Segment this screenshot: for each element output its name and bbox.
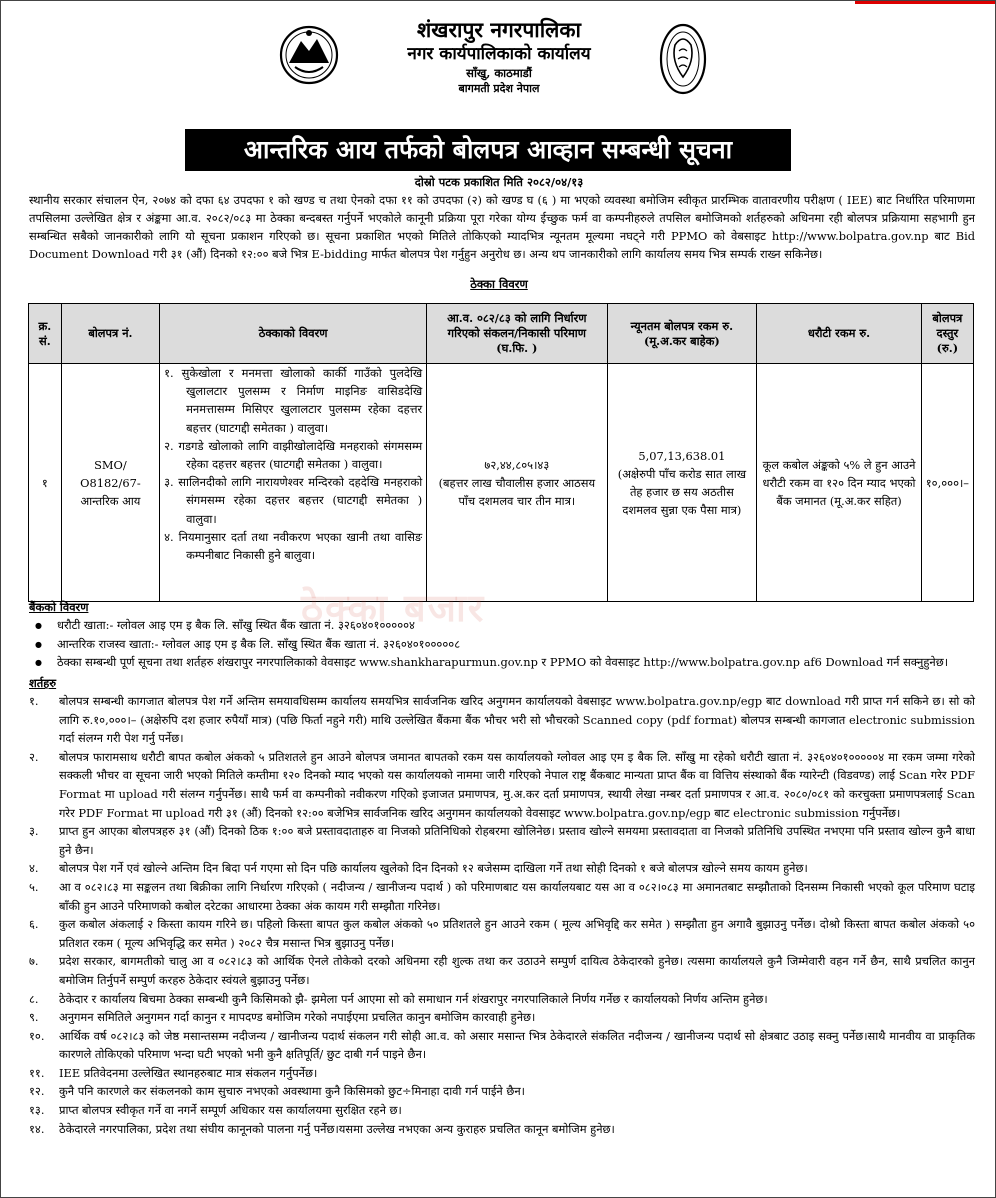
condition-number: ११.: [29, 1065, 45, 1080]
condition-item: [29, 822, 975, 859]
condition-text: अनुगमन समितिले अनुगमन गर्दा कानुन र मापदण्ड बमोजिम गरेको नपाईएमा प्रचलित कानुन बमोजिम कारवाही हुनेछ।: [59, 1010, 536, 1025]
condition-item: [29, 748, 975, 822]
min-bid-value: 5,07,13,638.01: [638, 448, 726, 463]
conditions-title: शर्तहरु: [29, 676, 57, 690]
quantity-value: ७२,४४,८०५।४३: [484, 457, 550, 472]
col-header-sn: क्र. सं.: [29, 304, 62, 364]
publication-date: दोस्रो पटक प्रकाशित मिति २०८२/०४/१३: [414, 175, 584, 189]
letterhead: [1, 17, 996, 117]
cell-min-bid: [607, 364, 757, 602]
condition-item: [29, 692, 975, 748]
cell-sn: १: [29, 364, 62, 602]
tender-table: [28, 303, 974, 602]
condition-number: ८.: [29, 991, 39, 1006]
condition-item: [29, 859, 975, 878]
condition-number: १२.: [29, 1084, 45, 1099]
list-item: ● आन्तरिक राजस्व खाता:- ग्लोवल आइ एम इ बैक लि. साँखु स्थित बैंक खाता नं. ३२६०४०१०००००८: [29, 635, 979, 654]
condition-number: ९.: [29, 1010, 39, 1025]
desc-item: १. सुकेखोला र मनमत्ता खोलाको कार्की गाउँको पुलदेखि खुलालटार पुलसम्म र निर्माण माइनिङ वासिडदेखि मनमत्तासम्म मिसिएर खुलालटार पुलसम्म रहेका दहत्तर बहत्तर (घाटगद्दी समेतका ) वालुवा।: [164, 366, 423, 435]
condition-number: १४.: [29, 1121, 45, 1136]
col-header-fee: बोलपत्र दस्तुर (रु.): [921, 304, 973, 364]
bank-details: [29, 599, 979, 672]
condition-item: [29, 952, 975, 989]
list-item: ● धरौटी खाता:- ग्लोवल आइ एम इ बैक लि. साँखु स्थित बैंक खाता नं. ३२६०४०१०००००४: [29, 616, 979, 635]
condition-text: प्राप्त हुन आएका बोलपत्रहरु ३१ (औं) दिनको ठिक १:०० बजे प्रस्तावदाताहरु वा निजको प्रतिनिधिको रोहबरमा खोलिनेछ। प्रस्ताव खोल्ने समयमा प्रस्तावदाता वा निजको प्रतिनिधि उपस्थित नभएमा पनि प्रस्ताव खोल्न कुनै बाधा हुने छैन।: [59, 824, 975, 857]
col-header-min-bid: न्यूनतम बोलपत्र रकम रु. (मू.अ.कर बाहेक): [607, 304, 757, 364]
cell-bid-no: SMO/ O8182/67- आन्तरिक आय: [61, 364, 159, 602]
table-header-row: [29, 304, 974, 364]
office-province: बागमती प्रदेश नेपाल: [458, 82, 540, 95]
condition-number: ३.: [29, 824, 39, 839]
municipality-name: शंखरापुर नगरपालिका: [417, 17, 581, 42]
office-name: नगर कार्यपालिकाको कार्यालय: [407, 44, 591, 64]
desc-item: २. गडगडे खोलाको लागि वाझीखोलादेखि मनहराको संगमसम्म रहेका दहत्तर बहत्तर (घाटगद्दी समेतका ) वालुवा।: [164, 438, 423, 472]
cell-description: [160, 364, 427, 602]
cell-fee: १०,०००।–: [921, 364, 973, 602]
col-header-bid-no: बोलपत्र नं.: [61, 304, 159, 364]
condition-text: बोलपत्र पेश गर्ने एवं खोल्ने अन्तिम दिन बिदा पर्न गएमा सो दिन पछि कार्यालय खुलेको दिन दिनको १२ बजेसम्म दाखिला गर्ने तथा सोही दिनको १ बजे बोलपत्र खोल्ने समय कायम हुनेछ।: [59, 861, 808, 876]
desc-item: ४. नियमानुसार दर्ता तथा नवीकरण भएका खानी तथा वासिङ कम्पनीबाट निकासी हुने बालुवा।: [164, 529, 423, 563]
condition-number: ६.: [29, 917, 39, 932]
condition-number: १.: [29, 694, 39, 708]
conditions-section: [29, 675, 975, 1138]
condition-item: [29, 1064, 975, 1083]
col-header-deposit: धरौटी रकम रु.: [757, 304, 921, 364]
condition-item: [29, 1027, 975, 1064]
cell-deposit: कूल कबोल अंङ्कको ५% ले हुन आउने धरौटी रकम वा १२० दिन म्याद भएको बैंक जमानत (मू.अ.कर सहित): [757, 364, 921, 602]
quantity-words: (बहत्तर लाख चौवालीस हजार आठसय पाँच दशमलव चार तीन मात्र।: [438, 475, 596, 508]
office-address: साँखु, काठमाडौं: [466, 66, 532, 80]
condition-number: १०.: [29, 1028, 45, 1043]
condition-item: [29, 990, 975, 1009]
condition-text: कुनै पनि कारणले कर संकलनको काम सुचारु नभएको अवस्थामा कुनै किसिमको छुट÷मिनाहा दावी गर्न पाईने छैन।: [59, 1084, 526, 1099]
condition-text: आ व ०८२।८३ मा सङ्कलन तथा बिक्रीका लागि निर्धारण गरिएको ( नदीजन्य / खानीजन्य पदार्थ ) को परिमाणबाट यस कार्यालयबाट यस आ व ०८२।०८३ मा अमानतबाट सम्झौताको दिनसम्म निकासी भएको कूल परिमाण घटाइ बाँकी हुन आउने परिमाणको कबोल दरेटका आधारमा ठेक्का अंक कायम गरी सम्झौता गरिनेछ।: [59, 879, 975, 913]
table-row: [29, 364, 974, 602]
desc-item: ३. सालिनदीको लागि नारायणेश्वर मन्दिरको दहदेखि मनहराको संगमसम्म रहेका दहत्तर बहत्तर (घाटगद्दी समेतका ) वालुवा।: [164, 475, 423, 526]
top-red-line: [855, 1, 995, 4]
condition-item: [29, 1101, 975, 1120]
condition-item: [29, 1082, 975, 1101]
condition-item: [29, 1008, 975, 1027]
condition-text: ठेकेदार र कार्यालय बिचमा ठेक्का सम्बन्धी कुनै किसिमको झै- झमेला पर्न आएमा सो को समाधान गर्न शंखरापुर नगरपालिकाले निर्णय गर्नेछ र कार्यालयको निर्णय अन्तिम हुनेछ।: [59, 991, 768, 1006]
condition-text: IEE प्रतिवेदनमा उल्लेखित स्थानहरुबाट मात्र संकलन गर्नुपर्नेछ।: [59, 1065, 318, 1080]
notice-title-banner: आन्तरिक आय तर्फको बोलपत्र आव्हान सम्बन्धी सूचना: [185, 129, 791, 171]
condition-text: कुल कबोल अंकलाई २ किस्ता कायम गरिने छ। पहिलो किस्ता बापत कुल कबोल अंकको ५० प्रतिशतले हुन आउने रकम ( मूल्य अभिवृद्दि कर समेत ) सम्झौता हुन अगावै बुझाउनु पर्नेछ। दोश्रो किस्ता बापत कबोल अंकको ५० प्रतिशत रकम ( मूल्य अभिवृद्धि कर समेत ) २०८२ चैत्र मसान्त भित्र बुझाउनु पर्नेछ।: [59, 917, 975, 950]
condition-number: २.: [29, 749, 39, 764]
condition-text: बोलपत्र सम्बन्धी कागजात बोलपत्र पेश गर्ने अन्तिम समयावधिसम्म कार्यालय समयभित्र सार्वजनिक खरिद अनुगमन कार्यालयको वेबसाइट www.bolpatra.gov.np/egp बाट download गरी प्राप्त गर्न सकिने छ। सो को लागि रु.१०,०००।– (अक्षेरुपि दश हजार रुपैयाँ मात्र) (पछि फिर्ता नहुने गरी) माथि उल्लेखित बैंकमा बैंक भौचर भरी सो भौचरको Scanned copy (pdf format) बोलपत्र सम्बन्धी कागजात electronic submission गर्दा संलग्न गरी पेश गर्नु पर्नेछ।: [59, 694, 975, 746]
col-header-quantity: आ.व. ०८२/८३ को लागि निर्धारण गरिएको संकलन/निकासी परिमाण (घ.फि. ): [427, 304, 607, 364]
table-caption: ठेक्का विवरण: [470, 277, 528, 291]
condition-text: प्राप्त बोलपत्र स्वीकृत गर्ने वा नगर्ने सम्पूर्ण अधिकार यस कार्यालयमा सुरक्षित रहने छ।: [59, 1103, 402, 1118]
list-item: ● ठेक्का सम्बन्धी पूर्ण सूचना तथा शर्तहरु शंखरापुर नगरपालिकाको वेवसाइट www.shankharapurmun.gov.np र PPMO को वेवसाइट http://www.bolpatra.gov.np af6 Download गर्न सक्नुहुनेछ।: [29, 653, 979, 672]
condition-number: ५.: [29, 879, 39, 894]
condition-text: बोलपत्र फारामसाथ धरौटी बापत कबोल अंकको ५ प्रतिशतले हुन आउने बोलपत्र जमानत बापतको रकम यस कार्यालयको ग्लोवल आइ एम इ बैक लि. साँखु मा रहेको धरौटी खाता नं. ३२६०४०१०००००४ मा रकम जम्मा गरेको सक्कली भौचर वा सूचना जारी भएको मितिले कम्तीमा १२० दिनको म्याद भएको यस कार्यालयको नाममा जारी गरिएको नेपाल राष्ट्र बैंकबाट मान्यता प्राप्त बैंक वा वित्तिय संस्थाको बैंक ग्यारेन्टी (विडवण्ड) लाई Scan गरेर PDF Format मा upload गरी संलग्न गर्नुपर्नेछ। साथै फर्म वा कम्पनीको नवीकरण गएिको इजाजत प्रमाणपत्र, मु.अ.कर दर्ता प्रमाणपत्र, स्थायी लेखा नम्बर दर्ता प्रमाणपत्र र आ.व. २०८०/०८१ को करचुक्ता प्रमाणपत्रलाई Scan गरेर PDF Format मा upload गरी ३१ (औं) दिनको १२:०० बजेभित्र सार्वजनिक खरिद अनुगमन कार्यालयको वेवसाइट www.bolpatra.gov.np/egp बाट electronic submission गर्नुपर्नेछ।: [59, 749, 975, 820]
condition-number: ७.: [29, 954, 39, 969]
condition-text: आर्थिक वर्ष ०८२।८३ को जेष्ठ मसान्तसम्म नदीजन्य / खानीजन्य पदार्थ संकलन गरी सोही आ.व. को असार मसान्त भित्र ठेकेदारले संकलित नदीजन्य / खानीजन्य पदार्थ सो क्षेत्रबाट उठाइ सक्नु पर्नेछ।साथै मानवीय वा प्राकृतिक कारणले तोकिएको परिमाण भन्दा घटी भएको भनी कुनै क्षतिपूर्ति/ छुट दाबी गर्न पाइने छैन।: [59, 1028, 975, 1062]
condition-item: [29, 915, 975, 952]
condition-item: [29, 878, 975, 915]
watermark-logo: ठेक्का बजार: [301, 585, 486, 630]
conch-emblem-icon: [657, 21, 709, 99]
bank-title: बैंकको विवरण: [29, 600, 89, 614]
condition-text: प्रदेश सरकार, बागमतीको चालु आ व ०८२।८३ को आर्थिक ऐनले तोकेको दरको अधिनमा रही शुल्क तथा कर उठाउने सम्पुर्ण दायित्व ठेकेदारको हुनेछ। त्यसमा कार्यालयले कुनै जिम्मेवारी वहन गर्ने छैन, साथै प्रचलित कानुन बमोजिम तिर्नुपर्ने सम्पुर्ण करहरु ठेकेदार स्वंयले बुझाउनु पर्नेछ।: [59, 954, 975, 987]
condition-item: [29, 1120, 975, 1139]
condition-number: १३.: [29, 1103, 45, 1118]
intro-paragraph: स्थानीय सरकार संचालन ऐन, २०७४ को दफा ६४ उपदफा १ को खण्ड च तथा ऐनको दफा ११ को उपदफा (२) को खण्ड घ (६ ) मा भएको व्यवस्था बमोजिम स्वीकृत प्रारम्भिक वातावरणीय परीक्षण ( IEE) बाट निर्धारित परिमाणमा तपसिलमा उल्लेखित क्षेत्र र अंङ्कमा आ.व. २०८२/०८३ मा ठेक्का बन्दबस्त गर्नुपर्ने भएकोले कानूनी प्रक्रिया पूरा गरेका योग्य ईच्छुक फर्म वा कम्पनीहरुले तपसिल बमोजिमको शर्तहरुको अधिनमा रही बोलपत्र प्रक्रियामा सहभागी हुन सम्बन्धित सबैको जानकारीको लागि यो सूचना प्रकाशन गरिएको छ। सूचना प्रकाशित भएको मितिले तोकिएको म्यादभित्र न्यूनतम मूल्यमा नघट्ने गरी PPMO को वेबसाइट http://www.bolpatra.gov.np बाट Bid Document Download गरी ३१ (औं) दिनको १२:०० बजे भित्र E-bidding मार्फत बोलपत्र पेश गर्नुहुन अनुरोध छ। अन्य थप जानकारीको लागि कार्यालय समय भित्र सम्पर्क राख्न सकिनेछ।: [29, 193, 975, 261]
bank-list: [29, 616, 979, 672]
nepal-emblem-icon: [279, 23, 339, 87]
condition-text: ठेकेदारले नगरपालिका, प्रदेश तथा संघीय कानूनको पालना गर्नु पर्नेछ।यसमा उल्लेख नभएका अन्य कुराहरु प्रचलित कानून बमोजिम हुनेछ।: [59, 1121, 615, 1136]
min-bid-words: (अक्षेरुपी पाँच करोड सात लाख तेह हजार छ सय अठतीस दशमलव सुन्ना एक पैसा मात्र): [617, 466, 747, 517]
col-header-description: ठेक्काको विवरण: [160, 304, 427, 364]
cell-quantity: [427, 364, 607, 602]
letterhead-text: [341, 17, 657, 96]
condition-number: ४.: [29, 861, 39, 876]
